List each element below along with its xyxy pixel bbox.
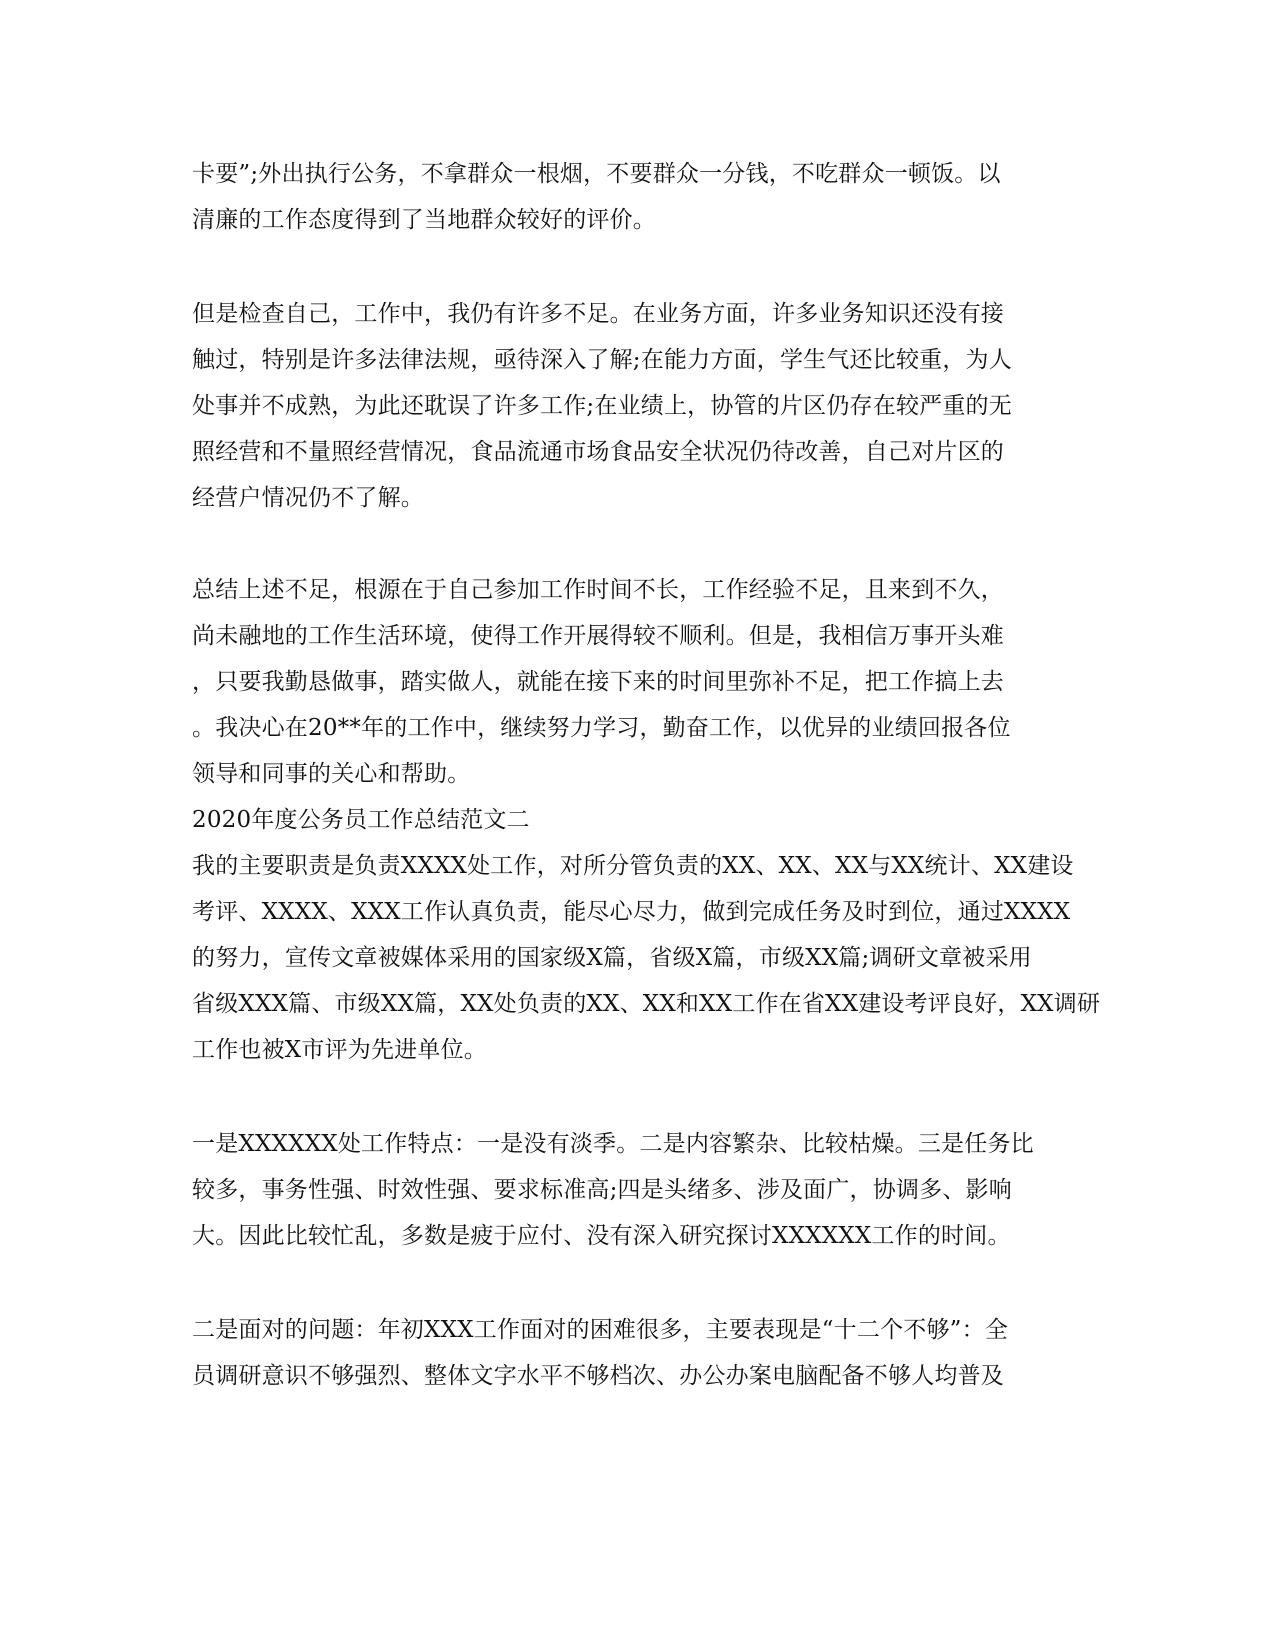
paragraph-2-line-5: 经营户情况仍不了解。 — [192, 485, 424, 511]
paragraph-2-line-2: 触过，特别是许多法律法规，亟待深入了解;在能力方面，学生气还比较重，为人 — [192, 347, 1012, 373]
paragraph-6-line-2: 员调研意识不够强烈、整体文字水平不够档次、办公办案电脑配备不够人均普及 — [192, 1363, 1004, 1389]
paragraph-5-line-2: 较多，事务性强、时效性强、要求标准高;四是头绪多、涉及面广，协调多、影响 — [192, 1177, 1012, 1203]
paragraph-3-line-2: 尚未融地的工作生活环境，使得工作开展得较不顺利。但是，我相信万事开头难 — [192, 623, 1004, 649]
paragraph-3-line-1: 总结上述不足，根源在于自己参加工作时间不长，工作经验不足，且来到不久， — [192, 577, 1004, 603]
paragraph-4-line-2: 考评、XXXX、XXX工作认真负责，能尽心尽力，做到完成任务及时到位，通过XXXX — [192, 899, 1071, 925]
paragraph-6-line-1: 二是面对的问题：年初XXX工作面对的困难很多，主要表现是“十二个不够”：全 — [192, 1317, 1009, 1343]
paragraph-5-line-1: 一是XXXXXX处工作特点：一是没有淡季。二是内容繁杂、比较枯燥。三是任务比 — [192, 1131, 1034, 1157]
paragraph-2-line-3: 处事并不成熟，为此还耽误了许多工作;在业绩上，协管的片区仍存在较严重的无 — [192, 393, 1012, 419]
paragraph-4-line-1: 我的主要职责是负责XXXX处工作，对所分管负责的XX、XX、XX与XX统计、XX建设 — [192, 853, 1074, 879]
paragraph-5-line-3: 大。因此比较忙乱，多数是疲于应付、没有深入研究探讨XXXXXX工作的时间。 — [192, 1223, 1011, 1249]
paragraph-4-line-4: 省级XXX篇、市级XX篇，XX处负责的XX、XX和XX工作在省XX建设考评良好，XX调研 — [192, 991, 1101, 1017]
section-title: 2020年度公务员工作总结范文二 — [192, 807, 530, 833]
paragraph-2-line-4: 照经营和不量照经营情况，食品流通市场食品安全状况仍待改善，自己对片区的 — [192, 439, 1004, 465]
paragraph-1-line-2: 清廉的工作态度得到了当地群众较好的评价。 — [192, 207, 656, 233]
paragraph-1-line-1: 卡要”;外出执行公务，不拿群众一根烟，不要群众一分钱，不吃群众一顿饭。以 — [192, 161, 1001, 187]
paragraph-2-line-1: 但是检查自己，工作中，我仍有许多不足。在业务方面，许多业务知识还没有接 — [192, 301, 1004, 327]
paragraph-4-line-5: 工作也被X市评为先进单位。 — [192, 1037, 487, 1063]
paragraph-3-line-5: 领导和同事的关心和帮助。 — [192, 761, 471, 787]
paragraph-3-line-3: ，只要我勤恳做事，踏实做人，就能在接下来的时间里弥补不足，把工作搞上去 — [192, 669, 1004, 695]
paragraph-4-line-3: 的努力，宣传文章被媒体采用的国家级X篇，省级X篇，市级XX篇;调研文章被采用 — [192, 945, 1032, 971]
paragraph-3-line-4: 。我决心在20**年的工作中，继续努力学习，勤奋工作，以优异的业绩回报各位 — [192, 715, 1011, 741]
